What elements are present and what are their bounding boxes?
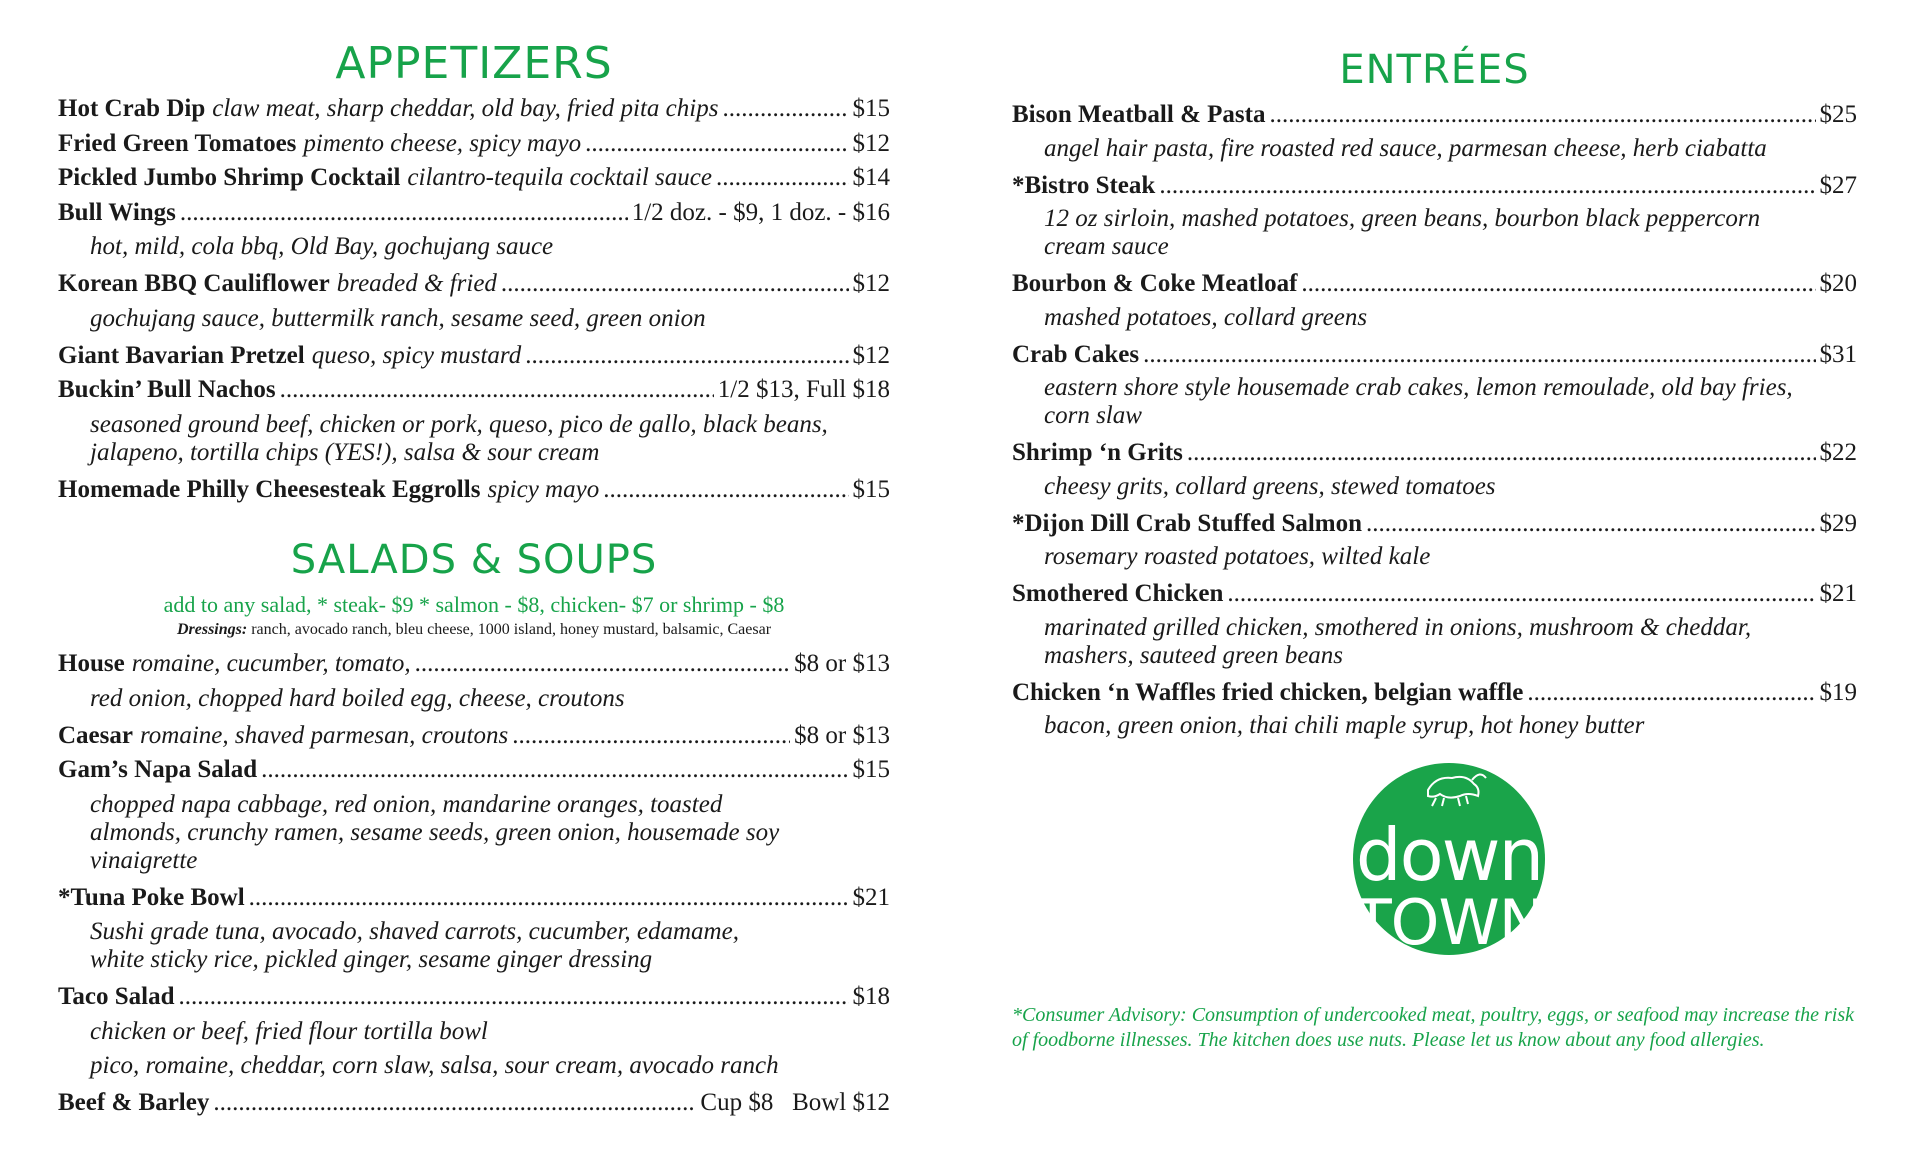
item-name: Korean BBQ Cauliflower — [58, 270, 330, 297]
item-price: $27 — [1819, 171, 1857, 199]
dressings-list: ranch, avocado ranch, bleu cheese, 1000 island, honey mustard, balsamic, Caesar — [251, 621, 772, 638]
item-price: $20 — [1819, 270, 1857, 297]
dot-leader — [178, 980, 848, 1015]
item-price: $12 — [852, 129, 890, 157]
item-price: $8 or $13 — [794, 650, 890, 677]
item-inline-desc: breaded & fried — [336, 270, 497, 297]
appetizer-item — [58, 161, 890, 196]
entree-item — [1012, 436, 1857, 501]
item-price: $22 — [1819, 439, 1857, 466]
item-name: *Dijon Dill Crab Stuffed Salmon — [1012, 509, 1363, 537]
item-description: 12 oz sirloin, mashed potatoes, green beans, bourbon black peppercorn cream sauce — [1044, 205, 1761, 260]
appetizer-item — [58, 267, 890, 333]
dot-leader — [1301, 267, 1815, 302]
dot-leader — [1227, 577, 1815, 612]
item-name: Shrimp ‘n Grits — [1012, 439, 1183, 466]
item-name: Fried Green Tomatoes — [58, 129, 297, 157]
item-description: mashed potatoes, collard greens — [1044, 303, 1368, 331]
item-description: seasoned ground beef, chicken or pork, queso, pico de gallo, black beans, jalapeno, tortilla chips (YES!), salsa & sour cream — [90, 410, 828, 466]
item-name: Bourbon & Coke Meatloaf — [1012, 270, 1298, 297]
item-price: $21 — [852, 883, 890, 911]
item-description: marinated grilled chicken, smothered in onions, mushroom & cheddar, mashers, sauteed green beans — [1044, 613, 1752, 669]
item-inline-desc: cilantro-tequila cocktail sauce — [407, 164, 712, 191]
item-description-2: pico, romaine, cheddar, corn slaw, salsa, sour cream, avocado ranch — [90, 1051, 779, 1079]
item-name: Smothered Chicken — [1012, 580, 1224, 607]
item-description: red onion, chopped hard boiled egg, cheese, croutons — [90, 684, 625, 712]
appetizer-item — [58, 92, 890, 127]
entree-item — [1012, 507, 1857, 572]
dot-leader — [280, 373, 714, 408]
left-column — [58, 0, 890, 1120]
item-inline-desc: romaine, cucumber, tomato, — [131, 650, 411, 677]
entree-item — [1012, 577, 1857, 670]
appetizer-item — [58, 339, 890, 374]
item-name: *Bistro Steak — [1012, 171, 1156, 199]
item-description: hot, mild, cola bbq, Old Bay, gochujang sauce — [90, 233, 554, 260]
item-name: Caesar — [58, 721, 133, 749]
item-price: $21 — [1819, 580, 1857, 607]
dot-leader — [716, 161, 849, 196]
dot-leader — [1143, 338, 1815, 373]
item-name: Homemade Philly Cheesesteak Eggrolls — [58, 475, 481, 503]
dot-leader — [512, 719, 790, 754]
item-price: $15 — [852, 475, 890, 503]
dot-leader — [180, 196, 628, 231]
right-column — [1012, 0, 1857, 746]
appetizers-heading: APPETIZERS — [335, 38, 613, 89]
item-description: cheesy grits, collard greens, stewed tomatoes — [1044, 472, 1496, 500]
salad-item — [58, 881, 890, 975]
dot-leader — [722, 92, 848, 127]
salad-item — [58, 980, 890, 1080]
item-name: Pickled Jumbo Shrimp Cocktail — [58, 164, 401, 191]
dot-leader — [249, 881, 849, 916]
consumer-advisory: *Consumer Advisory: Consumption of undercooked meat, poultry, eggs, or seafood may increase the risk of foodborne illnesses. The kitchen does use nuts. Please let us know about any food allergies. — [1012, 1004, 1854, 1051]
item-price: $12 — [852, 341, 890, 369]
dot-leader — [525, 339, 848, 374]
item-name: Hot Crab Dip — [58, 95, 206, 122]
appetizer-item — [58, 373, 890, 467]
item-description: gochujang sauce, buttermilk ranch, sesame seed, green onion — [90, 304, 706, 332]
item-price: $31 — [1819, 340, 1857, 368]
item-description: rosemary roasted potatoes, wilted kale — [1044, 543, 1431, 570]
item-price: $15 — [852, 756, 890, 783]
item-description: chicken or beef, fried flour tortilla bowl — [90, 1017, 488, 1045]
item-inline-desc: spicy mayo — [487, 475, 600, 503]
item-description: Sushi grade tuna, avocado, shaved carrots, cucumber, edamame, white sticky rice, pickled ginger, sesame ginger dressing — [90, 918, 739, 973]
dot-leader — [415, 647, 791, 682]
salad-item — [58, 647, 890, 713]
logo-line2: TOWN — [1353, 886, 1545, 959]
item-name: Beef & Barley — [58, 1088, 210, 1116]
item-description: eastern shore style housemade crab cakes, lemon remoulade, old bay fries, corn slaw — [1044, 374, 1793, 429]
dressings-label: Dressings: — [176, 621, 248, 638]
dot-leader — [261, 753, 848, 788]
entree-item — [1012, 338, 1857, 431]
downtown-logo — [1340, 748, 1558, 970]
appetizer-item — [58, 473, 890, 508]
dot-leader — [213, 1086, 696, 1121]
dressings-line — [58, 619, 890, 641]
item-price: Cup $8 Bowl $12 — [700, 1088, 890, 1116]
item-price: $14 — [852, 164, 890, 191]
dot-leader — [1366, 507, 1815, 542]
item-name: Gam’s Napa Salad — [58, 756, 258, 783]
item-name: Crab Cakes — [1012, 340, 1140, 368]
salad-addon-note: add to any salad, * steak- $9 * salmon - $8, chicken- $7 or shrimp - $8 — [163, 592, 785, 617]
item-name: Bull Wings — [58, 198, 176, 226]
appetizer-item — [58, 196, 890, 262]
entree-item — [1012, 676, 1857, 741]
item-price: $25 — [1819, 101, 1857, 128]
entree-item — [1012, 98, 1857, 163]
item-price: $12 — [852, 270, 890, 297]
item-price: $15 — [852, 95, 890, 122]
salad-item — [58, 1086, 890, 1121]
dot-leader — [1187, 436, 1816, 471]
item-inline-desc: pimento cheese, spicy mayo — [303, 129, 582, 157]
appetizer-item — [58, 127, 890, 162]
item-name: Giant Bavarian Pretzel — [58, 341, 305, 369]
dot-leader — [1269, 98, 1815, 133]
dot-leader — [1527, 676, 1815, 711]
entrees-heading: ENTRÉES — [1339, 47, 1530, 93]
item-name: Bison Meatball & Pasta — [1012, 101, 1266, 128]
item-price: 1/2 doz. - $9, 1 doz. - $16 — [631, 198, 890, 226]
item-name: Taco Salad — [58, 983, 175, 1010]
dot-leader — [585, 127, 848, 162]
dot-leader — [1159, 169, 1815, 204]
logo-line1: down — [1355, 813, 1543, 897]
dot-leader — [603, 473, 848, 508]
item-price: $18 — [852, 983, 890, 1010]
item-inline-desc: queso, spicy mustard — [311, 341, 522, 369]
item-description: chopped napa cabbage, red onion, mandarine oranges, toasted almonds, crunchy ramen, sesame seeds, green onion, housemade soy vinaigrette — [90, 790, 780, 874]
item-inline-desc: romaine, shaved parmesan, croutons — [139, 721, 509, 749]
item-name: House — [58, 650, 125, 677]
salad-item — [58, 719, 890, 754]
salads-heading: SALADS & SOUPS — [290, 537, 658, 583]
item-description: angel hair pasta, fire roasted red sauce, parmesan cheese, herb ciabatta — [1044, 134, 1767, 162]
salad-item — [58, 753, 890, 875]
item-price: 1/2 $13, Full $18 — [717, 376, 890, 403]
dot-leader — [501, 267, 849, 302]
item-description: bacon, green onion, thai chili maple syrup, hot honey butter — [1044, 712, 1645, 739]
entree-item — [1012, 169, 1857, 262]
item-name: Buckin’ Bull Nachos — [58, 376, 276, 403]
item-name: *Tuna Poke Bowl — [58, 883, 245, 911]
item-inline-desc: claw meat, sharp cheddar, old bay, fried pita chips — [212, 95, 719, 122]
entree-item — [1012, 267, 1857, 332]
item-price: $29 — [1819, 509, 1857, 537]
item-price: $8 or $13 — [794, 721, 890, 749]
item-price: $19 — [1819, 678, 1857, 706]
item-name: Chicken ‘n Waffles fried chicken, belgian waffle — [1012, 678, 1524, 706]
